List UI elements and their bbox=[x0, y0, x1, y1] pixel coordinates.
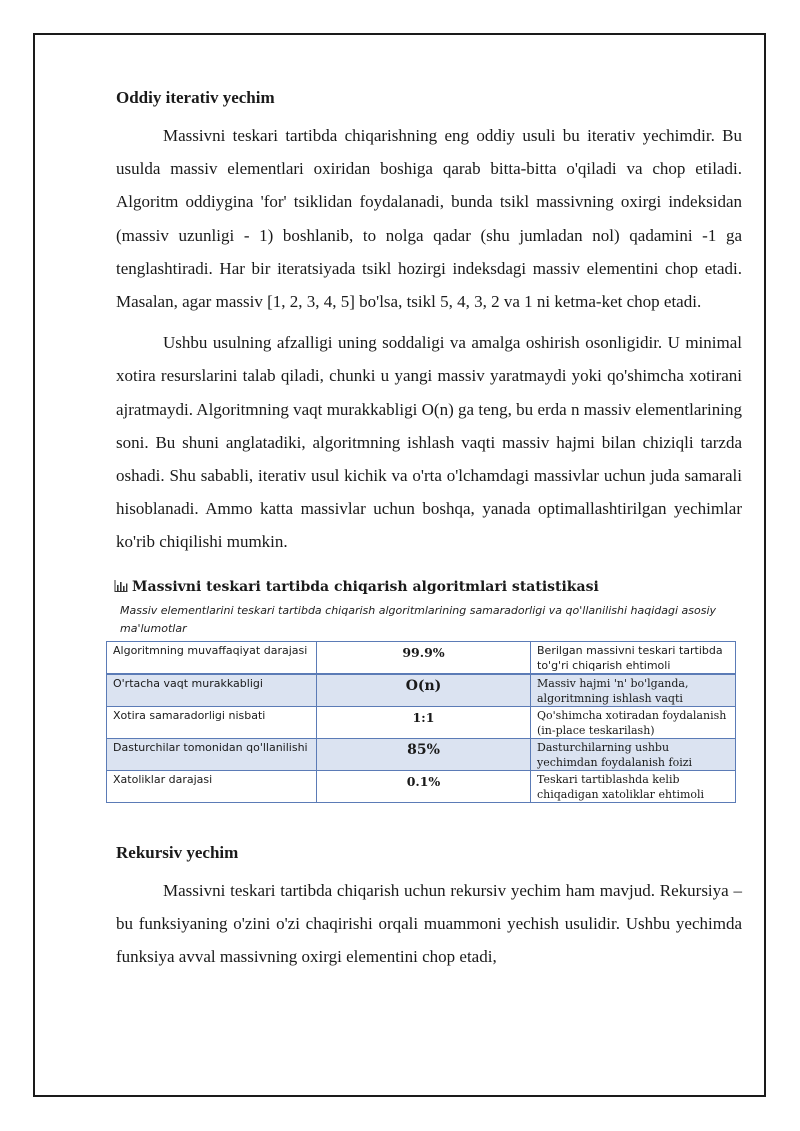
metric-cell: O'rtacha vaqt murakkabligi bbox=[107, 674, 317, 707]
metric-cell: Algoritmning muvaffaqiyat darajasi bbox=[107, 641, 317, 674]
table-row bbox=[107, 770, 736, 802]
paragraph: Massivni teskari tartibda chiqarish uchun rekursiv yechim ham mavjud. Rekursiya – bu funksiyaning o'zini o'zi chaqirishi orqali muammoni yechish usulidir. Ushbu yechimda funksiya avval massivning oxirgi elementini chop etadi, bbox=[116, 880, 742, 967]
figure-subtitle: Massiv elementlarini teskari tartibda chiqarish algoritmlarining samaradorligi va qo'llanilishi haqidagi asosiy ma'lumotlar bbox=[120, 603, 717, 635]
table-row bbox=[107, 706, 736, 738]
metric-cell: Xotira samaradorligi nisbati bbox=[107, 706, 317, 738]
note-cell: Massiv hajmi 'n' bo'lganda, algoritmning ishlash vaqti bbox=[531, 674, 736, 707]
paragraph: Massivni teskari tartibda chiqarishning eng oddiy usuli bu iterativ yechimdir. Bu usulda massiv elementlari oxiridan boshiga qarab bitta-bitta o'qiladi va chop etiladi. Algoritm oddiygina 'for' tsiklidan foydalanadi, bunda tsikl massivning oxirgi indeksidan (massiv uzunligi - 1) boshlanib, to nolga qadar (shu jumladan nol) qadamini -1 ga tenglashtiradi. Har bir iteratsiyada tsikl hozirgi indeksdagi massiv elementini chop etadi. Masalan, agar massiv [1, 2, 3, 4, 5] bo'lsa, tsikl 5, 4, 3, 2 va 1 ni ketma-ket chop etadi. bbox=[116, 126, 742, 312]
section-heading-recursive: Rekursiv yechim bbox=[116, 842, 239, 862]
metric-cell: Xatoliklar darajasi bbox=[107, 770, 317, 802]
document-body bbox=[113, 84, 742, 973]
metric-cell: Dasturchilar tomonidan qo'llanilishi bbox=[107, 738, 317, 770]
figure-title bbox=[114, 577, 742, 597]
note-cell: Dasturchilarning ushbu yechimdan foydalanish foizi bbox=[531, 738, 736, 770]
note-cell: Berilgan massivni teskari tartibda to'g'ri chiqarish ehtimoli bbox=[531, 641, 736, 674]
value-cell: 0.1% bbox=[317, 770, 531, 802]
table-row bbox=[107, 738, 736, 770]
value-cell: 1:1 bbox=[317, 706, 531, 738]
value-cell: 85% bbox=[317, 738, 531, 770]
table-row bbox=[107, 641, 736, 674]
figure-title-text: Massivni teskari tartibda chiqarish algoritmlari statistikasi bbox=[132, 578, 599, 595]
table-row bbox=[107, 674, 736, 707]
note-cell: Qo'shimcha xotiradan foydalanish (in-place teskarilash) bbox=[531, 706, 736, 738]
note-cell: Teskari tartiblashda kelib chiqadigan xatoliklar ehtimoli bbox=[531, 770, 736, 802]
section-heading-iterative: Oddiy iterativ yechim bbox=[116, 88, 275, 107]
value-cell: O(n) bbox=[317, 674, 531, 707]
bar-chart-icon bbox=[114, 580, 128, 592]
paragraph: Ushbu usulning afzalligi uning soddaligi va amalga oshirish osonligidir. U minimal xotira resurslarini talab qiladi, chunki u yangi massiv yaratmaydi yoki qo'shimcha xotirani ajratmaydi. Algoritmning vaqt murakkabligi O(n) ga teng, bu erda n massiv elementlarining soni. Bu shuni anglatadiki, algoritmning ishlash vaqti massiv hajmi bilan chiziqli tarzda oshadi. Shu sababli, iterativ usul kichik va o'rta o'lchamdagi massivlar uchun juda samarali hisoblanadi. Ammo katta massivlar uchun boshqa, yanada optimallashtirilgan yechimlar ko'rib chiqilishi mumkin. bbox=[116, 333, 742, 552]
value-cell: 99.9% bbox=[317, 641, 531, 674]
statistics-table bbox=[106, 641, 736, 803]
